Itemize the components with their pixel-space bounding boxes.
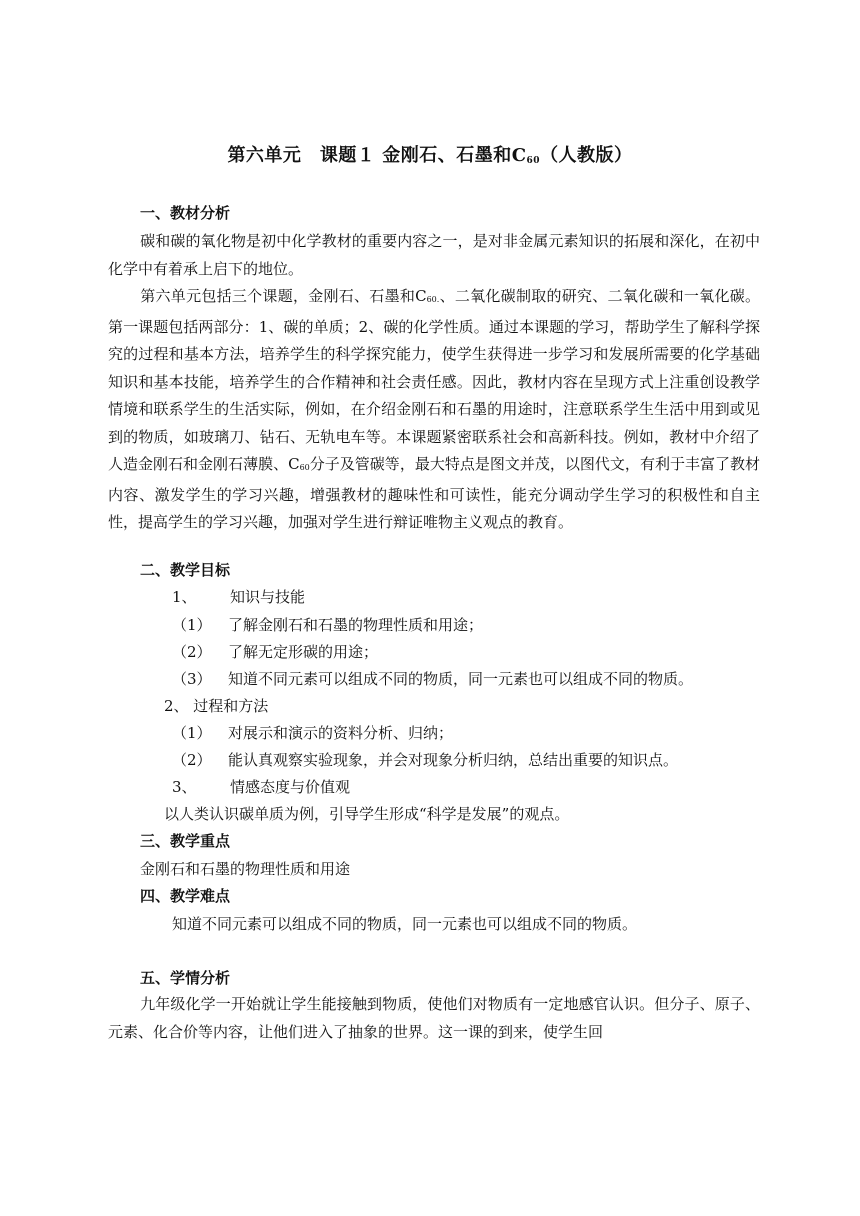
item-text: 知道不同元素可以组成不同的物质，同一元素也可以组成不同的物质。 [228, 670, 694, 688]
section-1-paragraph-1 [108, 228, 760, 283]
item-text: 能认真观察实验现象，并会对现象分析归纳，总结出重要的知识点。 [228, 751, 679, 769]
section-3-text: 金刚石和石墨的物理性质和用途 [140, 860, 351, 878]
page-title [0, 141, 860, 167]
title-text: 第六单元 课题１ 金刚石、石墨和C [227, 145, 527, 166]
section-4-text: 知道不同元素可以组成不同的物质，同一元素也可以组成不同的物质。 [172, 915, 638, 933]
paragraph-2-sub-a: 60. [426, 295, 440, 304]
goal-1-item-1 [172, 614, 483, 635]
title-suffix: （人教版） [540, 145, 633, 166]
goal-1-label: 知识与技能 [230, 588, 306, 606]
paragraph-2-text-a: 第六单元包括三个课题，金刚石、石墨和C [140, 287, 427, 305]
item-text: 了解金刚石和石墨的物理性质和用途； [228, 616, 484, 634]
goal-3-text: 以人类认识碳单质为例，引导学生形成“科学是发展”的观点。 [164, 805, 570, 823]
goal-3-number: 3、 [172, 778, 197, 796]
goal-1-item-3 [172, 668, 693, 689]
section-5-paragraph [108, 991, 760, 1046]
title-subscript: 60 [526, 156, 541, 166]
section-5-heading: 五、学情分析 [140, 969, 231, 987]
goal-1-number: 1、 [172, 588, 197, 606]
item-text: 对展示和演示的资料分析、归纳； [228, 724, 454, 742]
goal-2-item-2 [172, 749, 678, 770]
item-number: （1） [172, 616, 212, 634]
item-number: （2） [172, 643, 212, 661]
section-1-heading: 一、教材分析 [140, 204, 231, 222]
section-3-heading: 三、教学重点 [140, 832, 231, 850]
section-4-heading: 四、教学难点 [140, 887, 231, 905]
item-number: （1） [172, 724, 212, 742]
paragraph-2-text-b: 、二氧化碳制取的研究、二氧化碳和一氧化碳。第一课题包括两部分：1、碳的单质；2、碳的化学性质。通过本课题的学习，帮助学生了解科学探究的过程和基本方法，培养学生的科学探究能力，使学生获得进一步学习和发展所需要的化学基础知识和基本技能，培养学生的合作精神和社会责任感。因此，教材内容在呈现方式上注重创设教学情境和联系学生的生活实际，例如，在介绍金刚石和石墨的用途时，注意联系学生生活中用到或见到的物质，如玻璃刀、钻石、无轨电车等。本课题紧密联系社会和高新科技。例如，教材中介绍了人造金刚石和金刚石薄膜、C [108, 287, 760, 473]
paragraph-2-sub-b: 60 [299, 463, 310, 472]
goal-1-item-2 [172, 641, 378, 662]
item-number: （3） [172, 670, 212, 688]
item-number: （2） [172, 751, 212, 769]
goal-3-line [172, 776, 350, 797]
item-text: 了解无定形碳的用途； [228, 643, 379, 661]
paragraph-1-text: 碳和碳的氧化物是初中化学教材的重要内容之一，是对非金属元素知识的拓展和深化，在初中化学中有着承上启下的地位。 [108, 232, 760, 278]
section-1-paragraph-2 [108, 283, 760, 537]
goal-3-label: 情感态度与价值观 [230, 778, 351, 796]
section-5-text: 九年级化学一开始就让学生能接触到物质，使他们对物质有一定地感官认识。但分子、原子、元素、化合价等内容，让他们进入了抽象的世界。这一课的到来，使学生回 [108, 995, 760, 1041]
goal-2-item-1 [172, 722, 453, 743]
section-2-heading: 二、教学目标 [140, 561, 231, 579]
goal-2-line: 2、 过程和方法 [164, 697, 269, 715]
goal-1-line [172, 586, 305, 607]
paragraph-2-text-c: 分子及管碳等，最大特点是图文并茂，以图代文，有利于丰富了教材内容、激发学生的学习兴趣，增强教材的趣味性和可读性，能充分调动学生学习的积极性和自主性，提高学生的学习兴趣，加强对学生进行辩证唯物主义观点的教育。 [108, 455, 760, 531]
